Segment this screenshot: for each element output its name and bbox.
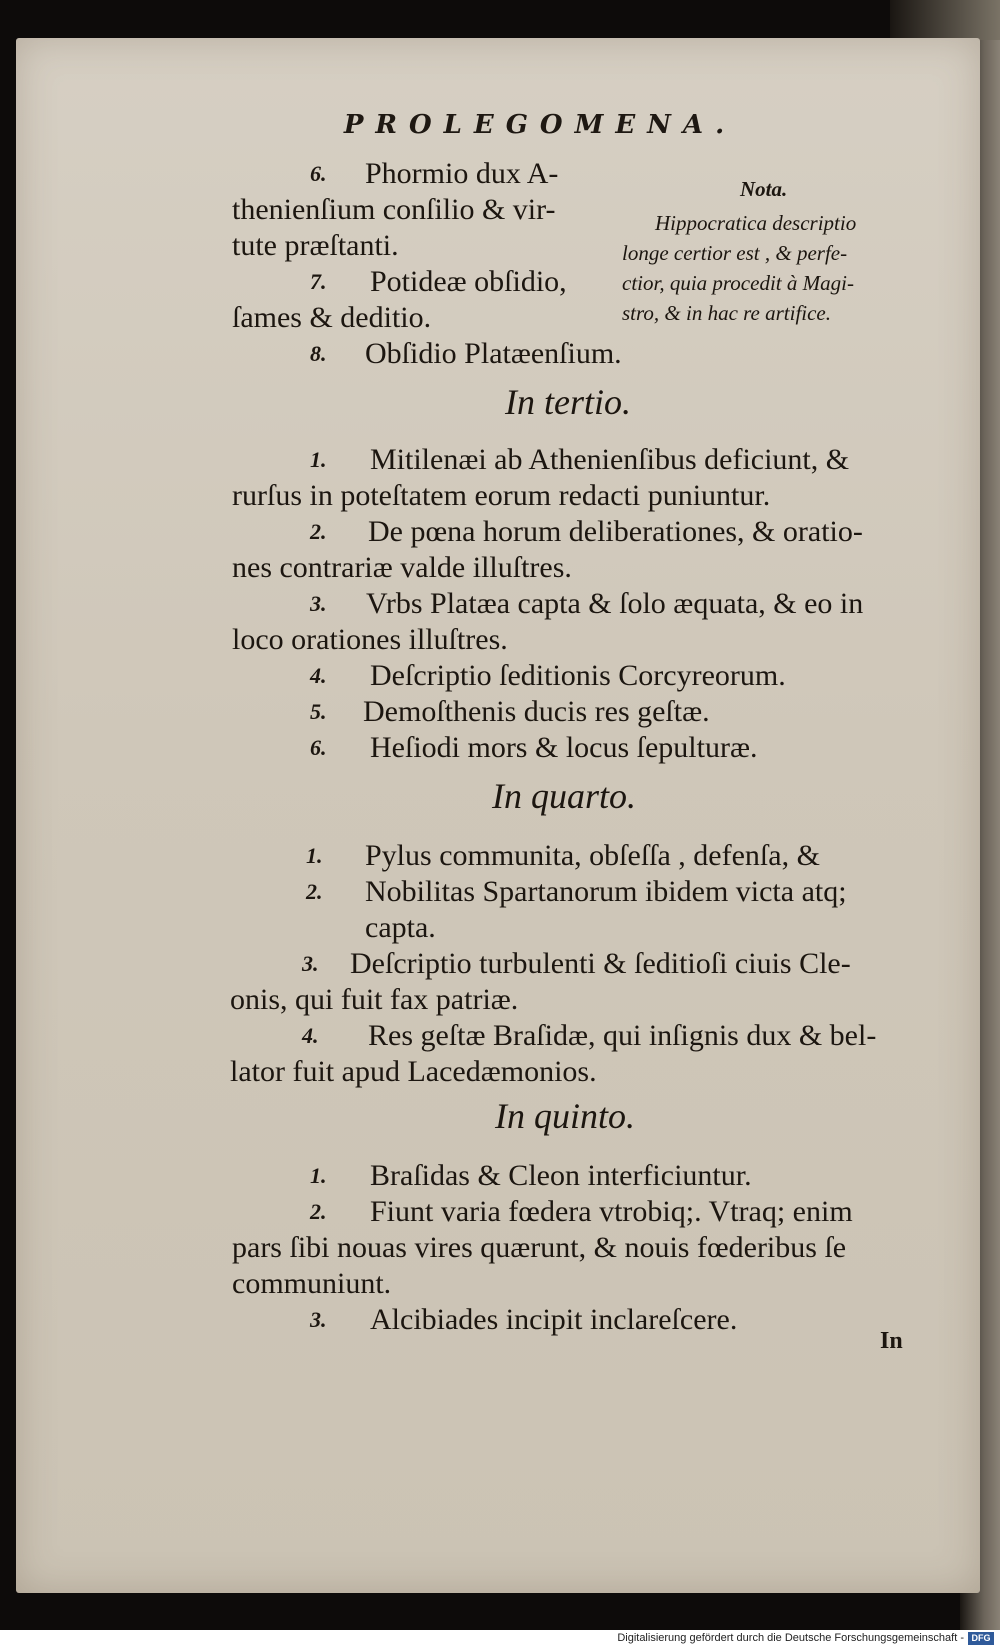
item-text: communiunt. (232, 1267, 392, 1300)
margin-note-line: Hippocratica descriptio (655, 211, 857, 235)
catchword: In (880, 1328, 903, 1354)
item-number: 5. (310, 699, 327, 724)
item-text: Deſcriptio turbulenti & ſeditioſi ciuis Cle- (350, 947, 851, 980)
item-text: Potideæ obſidio, (370, 265, 567, 298)
item-number: 3. (310, 591, 327, 616)
item-text: Deſcriptio ſeditionis Corcyreorum. (370, 659, 786, 692)
item-text: Phormio dux A- (365, 157, 559, 190)
item-text: Vrbs Platæa capta & ſolo æquata, & eo in (366, 587, 864, 620)
item-number: 3. (310, 1307, 327, 1332)
item-number: 1. (310, 447, 327, 472)
item-text: nes contrariæ valde illuſtres. (232, 551, 572, 584)
margin-note-line: longe certior est , & perfe- (622, 241, 848, 265)
item-text: Obſidio Platæenſium. (365, 337, 622, 370)
item-text: Res geſtæ Braſidæ, qui inſignis dux & bel- (368, 1019, 877, 1052)
item-number: 6. (310, 161, 327, 186)
item-number: 3. (302, 951, 319, 976)
item-text: pars ſibi nouas vires quærunt, & nouis fœderibus ſe (232, 1231, 847, 1264)
running-title: PROLEGOMENA. (343, 110, 737, 140)
section-heading: In tertio. (505, 382, 631, 422)
section-heading: In quarto. (492, 776, 636, 816)
item-text: Alcibiades incipit inclareſcere. (370, 1303, 738, 1336)
item-number: 6. (310, 735, 327, 760)
item-number: 2. (310, 1199, 327, 1224)
item-text: thenienſium conſilio & vir- (232, 193, 556, 226)
page-edge-top (890, 0, 1000, 40)
item-text: lator fuit apud Lacedæmonios. (230, 1055, 597, 1088)
item-text: Mitilenæi ab Athenienſibus deficiunt, & (370, 443, 850, 476)
item-number: 8. (310, 341, 327, 366)
item-text: loco orationes illuſtres. (232, 623, 508, 656)
item-text: Demoſthenis ducis res geſtæ. (363, 695, 710, 728)
margin-note-label: Nota. (740, 177, 788, 201)
item-text: tute præſtanti. (232, 229, 399, 262)
item-number: 1. (306, 843, 323, 868)
item-text: Heſiodi mors & locus ſepulturæ. (370, 731, 758, 764)
section-heading: In quinto. (495, 1096, 635, 1136)
item-number: 2. (306, 879, 323, 904)
margin-note-line: ctior, quia procedit à Magi- (622, 271, 854, 295)
item-text: De pœna horum deliberationes, & oratio- (368, 515, 863, 548)
item-number: 4. (310, 663, 327, 688)
item-text: Nobilitas Spartanorum ibidem victa atq; (365, 875, 847, 908)
item-text: Braſidas & Cleon interficiuntur. (370, 1159, 752, 1192)
item-text: Pylus communita, obſeſſa , defenſa, & (365, 839, 820, 872)
item-number: 4. (302, 1023, 319, 1048)
dfg-logo-icon: DFG (968, 1632, 994, 1645)
item-text: rurſus in poteſtatem eorum redacti puniuntur. (232, 479, 771, 512)
item-text: Fiunt varia fœdera vtrobiq;. Vtraq; enim (370, 1195, 853, 1228)
item-number: 1. (310, 1163, 327, 1188)
item-text: capta. (365, 911, 436, 944)
margin-note-line: stro, & in hac re artifice. (622, 301, 832, 325)
item-number: 7. (310, 269, 327, 294)
item-text: onis, qui fuit fax patriæ. (230, 983, 519, 1016)
item-number: 2. (310, 519, 327, 544)
footer-credit: Digitalisierung gefördert durch die Deutsche Forschungsgemeinschaft - (617, 1632, 964, 1644)
item-text: ſames & deditio. (232, 301, 432, 334)
